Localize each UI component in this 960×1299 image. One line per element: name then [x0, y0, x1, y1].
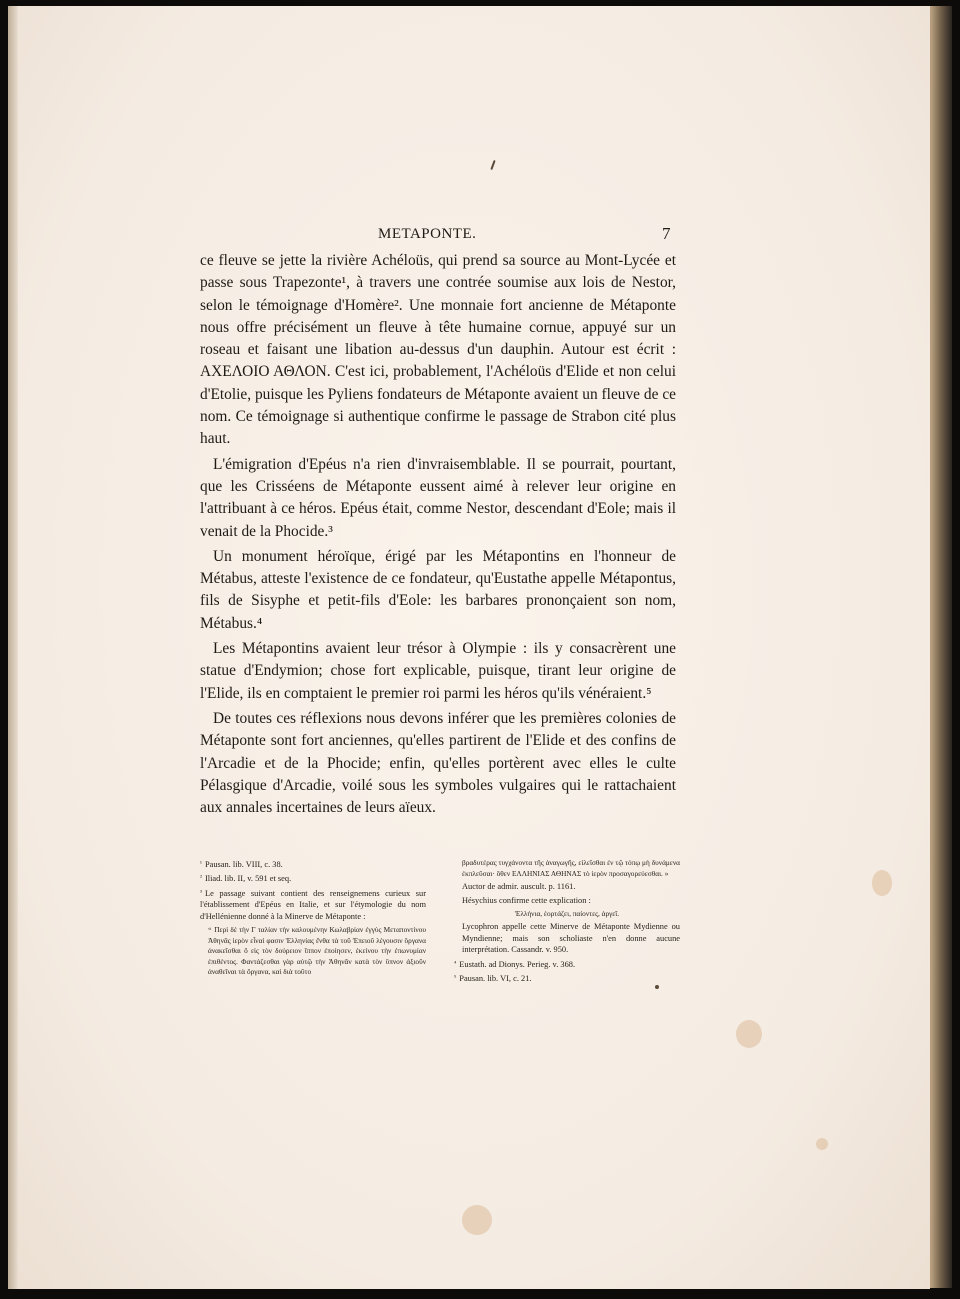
paragraph: De toutes ces réflexions nous devons inférer que les premières colonies de Métaponte sont fort anciennes, qu'elles partirent de l'Elide et des confins de l'Arcadie et de la Phocide; enfin, qu'elles portèrent avec elles le culte Pélasgique d'Arcadie, voilé sous les symboles vulgaires qui le rattachaient aux annales incertaines de leurs aïeux. — [200, 709, 676, 817]
footnote — [454, 958, 680, 970]
page-number: 7 — [662, 224, 671, 243]
footnotes-left-column — [200, 858, 426, 980]
footnote-text: Pausan. lib. VIII, c. 38. — [204, 860, 283, 869]
footnote-greek-quote — [200, 924, 426, 978]
footnote-number: ³ — [200, 888, 202, 896]
footnote — [200, 858, 426, 870]
footnote — [200, 872, 426, 884]
foxing-stain — [816, 1138, 828, 1150]
foxing-stain — [872, 870, 892, 896]
book-gutter — [8, 6, 18, 1289]
footnote-text: Lycophron appelle cette Minerve de Métaponte Mydienne ou Myndienne; mais son scholiaste n'en donne aucune interprétation. Cassandr. v. 950. — [462, 922, 680, 955]
footnote-number: ⁵ — [454, 974, 457, 982]
footnote-number: ² — [200, 874, 202, 882]
footnote — [454, 881, 680, 892]
paragraph: L'émigration d'Epéus n'a rien d'invraisemblable. Il se pourrait, pourtant, que les Crisséens de Métaponte eussent aimé à relever leur origine en l'attribuant à ce héros. Epéus était, comme Nestor, descendant d'Eole; mais il venait de la Phocide.³ — [200, 455, 676, 540]
footnote-text: Eustath. ad Dionys. Perieg. v. 368. — [459, 959, 576, 969]
footnote-text: Ἑλλήνια, ἐορτάζει, παίοντες, ἀργεῖ. — [514, 909, 620, 918]
foxing-stain — [462, 1205, 492, 1235]
footnote-text: Iliad. lib. II, v. 591 et seq. — [204, 874, 292, 884]
foxing-stain — [736, 1020, 762, 1048]
paragraph: Les Métapontins avaient leur trésor à Olympie : ils y consacrèrent une statue d'Endymion; chose fort explicable, puisque, tirant leur origine de l'Elide, ils en comptaient le premier roi parmi les héros qu'ils vénéraient.⁵ — [200, 640, 676, 702]
footnote — [454, 895, 680, 906]
footnote-text: Auctor de admir. auscult. p. 1161. — [462, 882, 576, 892]
paragraph: ce fleuve se jette la rivière Achéloüs, qui prend sa source au Mont-Lycée et passe sous Trapezonte¹, à travers une contrée soumise aux lois de Nestor, selon le témoignage d'Homère². Une monnaie fort ancienne de Métaponte nous offre précisément un fleuve à tête humaine cornue, appuyé sur un roseau et faisant une libation au-dessus d'un dauphin. Autour est écrit : ΑΧΕΛΟΙΟ ΑΘΛΟΝ. C'est ici, probablement, l'Achéloüs d'Elide et non celui d'Etolie, puisque les Pyliens fondateurs de Métaponte avaient un fleuve de ce nom. Ce témoignage si authentique confirme le passage de Strabon cité plus haut. — [200, 252, 676, 448]
footnote — [454, 921, 680, 955]
footnote — [454, 972, 680, 984]
footnote-greek-line — [454, 908, 680, 919]
footnote — [200, 887, 426, 922]
footnote-number: « — [208, 925, 212, 933]
footnote-number: ¹ — [200, 860, 202, 867]
running-title: METAPONTE. — [378, 226, 477, 242]
footnote-text: Pausan. lib. VI, c. 21. — [459, 974, 532, 984]
paragraph: Un monument héroïque, érigé par les Métapontins en l'honneur de Métabus, atteste l'existence de ce fondateur, qu'Eustathe appelle Métapontus, fils de Sisyphe et petit-fils d'Eole: les barbares prononçaient son nom, Métabus.⁴ — [200, 547, 676, 632]
footnote-text: Hésychius confirme cette explication : — [462, 895, 591, 905]
footnote-number: ⁴ — [454, 959, 457, 967]
footnote-greek-quote — [454, 858, 680, 879]
main-text — [200, 250, 676, 822]
footnote-text: Le passage suivant contient des renseignemens curieux sur l'établissement d'Epéus en Italie, et sur l'étymologie du nom d'Hellénienne donné à la Minerve de Métaponte : — [200, 888, 426, 921]
footnote-text: Περὶ δὲ τὴν Γ ταλίαν τὴν καλουμένην Κωλαβρίαν ἐγγὺς Μεταποντίνου Ἀθηνᾶς ἱερὸν εἶναί φασιν Ἑλληνίας ἔνθα τὰ τοῦ Ἐπειοῦ λέγουσιν ὄργανα ἀνακεῖσθαι ὃ εἰς τὸν δούρειον ἵππον ἐποίησεν, ἐκείνου τὴν ἐπωνυμίαν ἐπιθέντος. Φαντάζεσθαι γὰρ αὐτῷ τὴν Ἀθηνᾶν κατὰ τὸν ὕπνον ἀξιοῦν ἀναθεῖναι τὰ ὄργανα, καὶ διὰ τοῦτο — [208, 925, 426, 977]
footnote-text: βραδυτέρας τυγχάνοντα τῆς ἀναγωγῆς, εἰλεῖσθαι ἐν τῷ τόπῳ μὴ δυνάμενα ἐκπλεῦσαι· ὅθεν ΕΛΛΗΝΙΑΣ ΑΘΗΝΑΣ τὸ ἱερὸν προσαγορεύεσθαι. » — [462, 858, 680, 878]
footnotes-right-column — [454, 858, 680, 986]
